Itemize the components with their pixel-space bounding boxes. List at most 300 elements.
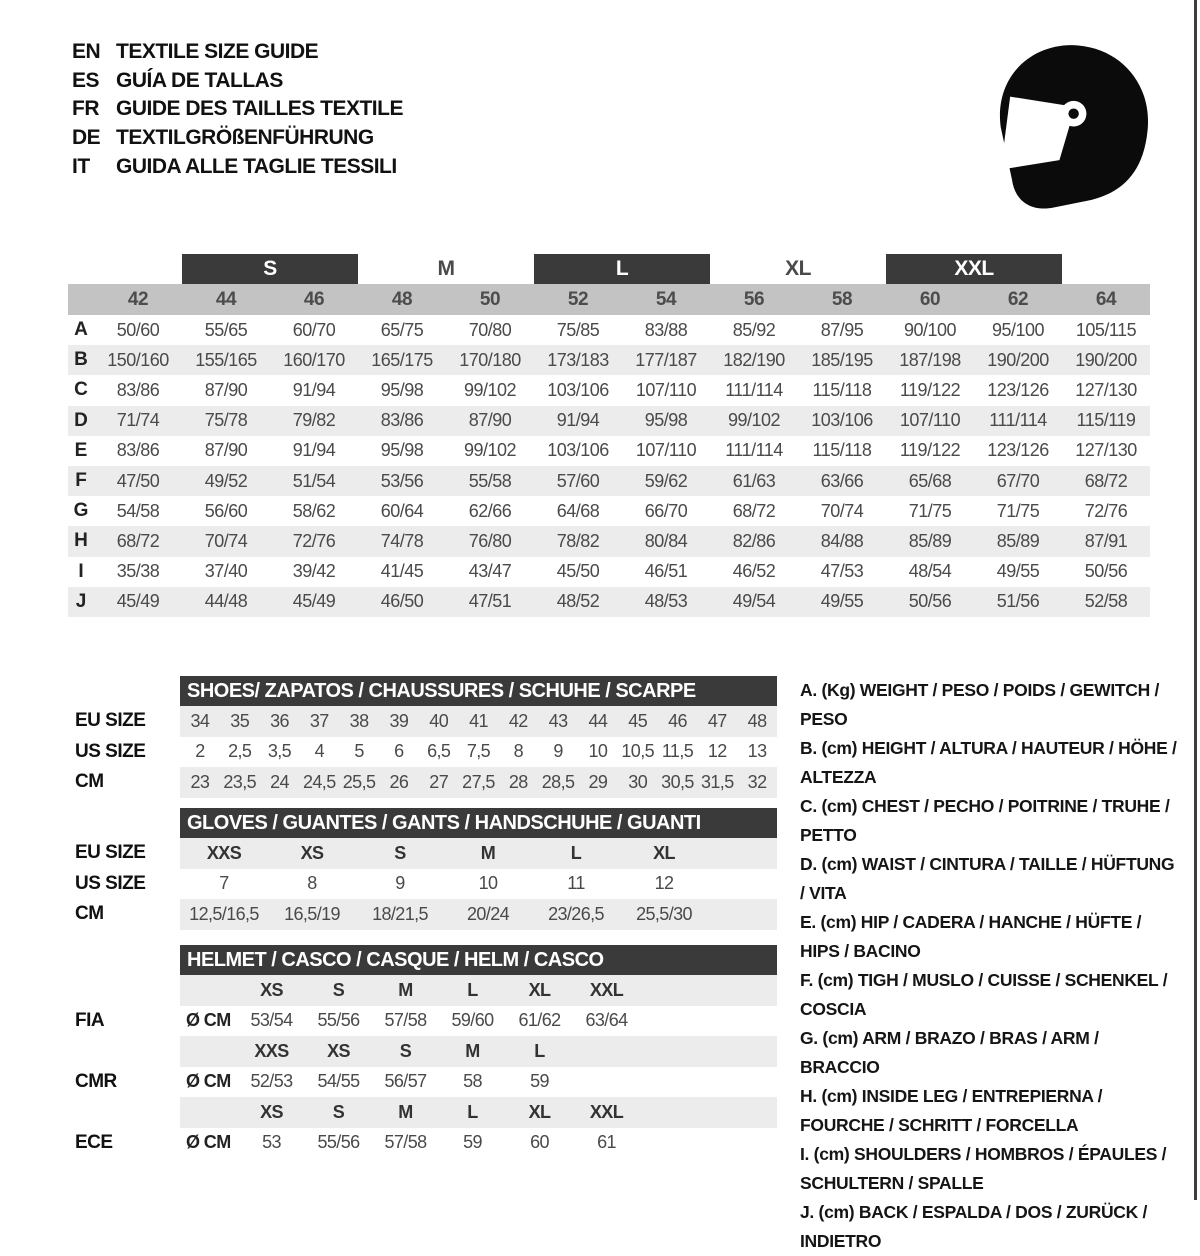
measurement-cell: 54/58 [116,500,160,521]
measurement-cell: 70/74 [820,500,864,521]
measurement-cell: 67/70 [996,470,1040,491]
row-letter: I [78,560,84,582]
helmet-size-cell: L [467,1101,478,1122]
helmet-value-cell: 57/58 [384,1010,427,1031]
legend-item-f: F. (cm) TIGH / MUSLO / CUISSE / SCHENKEL / COSCIA [800,970,1168,1019]
row-letter: D [74,409,88,431]
measurement-cell: 55/65 [204,319,248,340]
measurement-cell: 99/102 [727,410,781,431]
shoes-cell: 31,5 [700,771,734,792]
helmet-table-title: HELMET / CASCO / CASQUE / HELM / CASCO [180,945,777,975]
measurement-cell: 95/98 [380,440,424,461]
helmet-size-cell: L [534,1040,545,1061]
helmet-value-cell: 61/62 [518,1010,561,1031]
title-line-it [72,152,403,181]
helmet-size-cell: XXL [589,979,624,1000]
shoes-cell: 5 [354,741,364,762]
legend-item-b: B. (cm) HEIGHT / ALTURA / HAUTEUR / HÖHE / ALTEZZA [800,738,1177,787]
measurement-cell: 103/106 [811,410,873,431]
shoes-cell: 25,5 [342,771,376,792]
measurement-cell: 47/50 [116,470,160,491]
size-group-xxl: XXL [886,254,1062,284]
measurement-cell: 87/95 [820,319,864,340]
row-letter: G [73,500,89,522]
helmet-size-cell: M [398,979,413,1000]
measurement-cell: 49/55 [996,561,1040,582]
measurement-cell: 60/64 [380,500,424,521]
helmet-size-cell: XS [260,1101,283,1122]
measurement-cell: 115/118 [812,379,872,400]
gloves-band [180,899,777,930]
measurement-cell: 71/74 [116,410,160,431]
measurement-cell: 87/90 [204,379,248,400]
shoes-rows [68,706,780,798]
measurement-cell: 187/198 [899,349,961,370]
measurement-cell: 72/76 [292,530,336,551]
shoes-cell: 30,5 [661,771,694,792]
measurement-cell: 185/195 [811,349,873,370]
shoes-cell: 45 [628,710,648,731]
shoes-cell: 10,5 [621,741,655,762]
measurement-row-b [68,345,1150,375]
measurement-cell: 78/82 [556,530,600,551]
measurement-cell: 46/50 [380,591,424,612]
numeric-size: 42 [127,288,149,310]
measurement-cell: 111/114 [989,410,1047,431]
helmet-size-cell: XXS [254,1040,289,1061]
shoes-cell: 29 [588,771,608,792]
helmet-size-cell [573,1036,640,1067]
measurement-cell: 173/183 [547,349,609,370]
measurement-row-a [68,315,1150,345]
title-line-fr [72,95,403,124]
measurement-cell: 115/118 [812,440,872,461]
numeric-size: 60 [919,288,941,310]
helmet-value-cell: 59 [530,1071,549,1092]
gloves-rows [68,838,780,930]
helmet-value-cell: 55/56 [317,1132,360,1153]
size-group-row [68,254,1150,284]
language-code: FR [72,97,99,121]
row-letter: B [74,349,88,371]
shoes-band [180,706,777,737]
title-text: GUIDA ALLE TAGLIE TESSILI [116,154,397,178]
standard-label: ECE [75,1131,113,1153]
measurement-cell: 71/75 [996,500,1040,521]
measurement-cell: 119/122 [899,379,961,400]
helmet-size-cell: XL [528,979,551,1000]
measurement-cell: 55/58 [468,470,512,491]
measurement-cell: 107/110 [635,440,697,461]
measurement-row-e [68,436,1150,466]
shoes-cell: 46 [668,710,687,731]
helmet-size-cell: XS [260,979,283,1000]
apparel-size-table [68,254,1150,617]
numeric-size-bar [68,284,1150,315]
helmet-value-cell [573,1067,640,1098]
shoes-row [68,767,780,798]
helmet-sizes-row-fia [68,975,780,1006]
helmet-value-cell: 56/57 [384,1071,427,1092]
measurement-cell: 39/42 [292,561,336,582]
helmet-values-band [180,1067,777,1098]
gloves-cell: 7 [219,873,229,894]
helmet-size-cell: M [465,1040,480,1061]
shoes-cell: 28 [508,771,528,792]
shoes-cell: 44 [588,710,608,731]
measurement-row-c [68,375,1150,405]
helmet-size-cell: L [467,979,478,1000]
shoes-cell: 2,5 [228,741,252,762]
row-letter: F [75,470,87,492]
measurement-cell: 56/60 [204,500,248,521]
gloves-band [180,838,777,869]
legend-item-d: D. (cm) WAIST / CINTURA / TAILLE / HÜFTUNG / VITA [800,854,1175,903]
helmet-rows [68,975,780,1158]
shoes-cell: 43 [548,710,568,731]
helmet-icon [972,36,1162,216]
measurement-cell: 111/114 [725,440,783,461]
measurement-cell: 75/85 [556,319,600,340]
shoes-band [180,767,777,798]
legend-item-c: C. (cm) CHEST / PECHO / POITRINE / TRUHE / PETTO [800,796,1170,845]
helmet-value-cell: 63/64 [585,1010,628,1031]
shoes-cell: 28,5 [541,771,575,792]
shoes-cell: 39 [389,710,409,731]
helmet-values-band [180,1128,777,1159]
title-line-de [72,124,403,153]
helmet-value-cell: 59 [463,1132,482,1153]
measurement-cell: 115/119 [1076,410,1136,431]
measurement-cell: 62/66 [468,500,512,521]
measurement-cell: 87/90 [204,440,248,461]
measurement-cell: 68/72 [732,500,776,521]
measurement-cell: 103/106 [547,379,609,400]
measurement-cell: 51/54 [292,470,336,491]
measurement-cell: 60/70 [292,319,336,340]
gloves-table-title: GLOVES / GUANTES / GANTS / HANDSCHUHE / GUANTI [180,808,777,838]
shoes-cell: 37 [309,710,329,731]
shoes-cell: 32 [747,771,767,792]
gloves-cell: 18/21,5 [372,903,428,924]
legend-item-e: E. (cm) HIP / CADERA / HANCHE / HÜFTE / HIPS / BACINO [800,912,1142,961]
numeric-size: 50 [479,288,501,310]
measurement-cell: 47/53 [820,561,864,582]
legend-item-i: I. (cm) SHOULDERS / HOMBROS / ÉPAULES / SCHULTERN / SPALLE [800,1144,1167,1193]
measurement-row-i [68,557,1150,587]
shoes-cell: 6 [394,741,404,762]
measurement-cell: 46/52 [732,561,776,582]
measurement-cell: 53/56 [380,470,424,491]
helmet-value-cell: 60 [530,1132,549,1153]
measurement-cell: 50/60 [116,319,160,340]
diameter-unit-label: Ø CM [186,1132,231,1153]
shoes-cell: 27 [429,771,449,792]
measurement-cell: 95/100 [991,319,1045,340]
shoes-cell: 7,5 [466,741,491,762]
shoes-cell: 34 [190,710,210,731]
gloves-cell: XS [300,842,324,863]
helmet-value-cell: 53/54 [250,1010,293,1031]
gloves-row-label: US SIZE [75,872,146,894]
shoes-row-label: CM [75,771,104,793]
right-edge-line [1194,0,1197,1200]
measurement-cell: 127/130 [1075,379,1137,400]
measurement-cell: 68/72 [1084,470,1128,491]
helmet-size-cell: S [399,1040,412,1061]
helmet-size-cell: S [332,1101,345,1122]
measurement-row-j [68,587,1150,617]
helmet-unit-spacer [180,1036,238,1067]
measurement-cell: 41/45 [380,561,424,582]
shoes-table [68,676,780,798]
measurement-cell: 123/126 [987,440,1049,461]
measurement-cell: 46/51 [644,561,688,582]
measurement-cell: 83/86 [380,410,424,431]
numeric-size: 58 [831,288,853,310]
measurement-cell: 63/66 [820,470,864,491]
helmet-row-label [68,1097,180,1128]
helmet-size-cell: XS [327,1040,350,1061]
shoes-row [68,737,780,768]
helmet-row-label [68,975,180,1006]
row-letter: A [74,319,88,341]
gloves-row-label: CM [75,903,104,925]
numeric-size: 46 [303,288,325,310]
measurement-cell: 48/53 [644,591,688,612]
measurement-cell: 48/54 [908,561,952,582]
shoes-cell: 48 [747,710,767,731]
measurement-cell: 68/72 [116,530,160,551]
shoes-cell: 30 [628,771,648,792]
measurement-cell: 107/110 [635,379,697,400]
shoes-cell: 36 [270,710,289,731]
measurement-cell: 111/114 [725,379,783,400]
numeric-size: 56 [743,288,765,310]
helmet-values-row-cmr [68,1067,780,1098]
measurement-cell: 61/63 [732,470,776,491]
diameter-unit-label: Ø CM [186,1071,231,1092]
helmet-size-cell: M [398,1101,413,1122]
measurement-cell: 82/86 [732,530,776,551]
measurement-cell: 190/200 [987,349,1049,370]
gloves-cell: 12 [654,873,674,894]
measurement-cell: 45/49 [116,591,160,612]
measurement-cell: 127/130 [1075,440,1137,461]
gloves-cell: XXS [206,842,242,863]
helmet-value-cell: 59/60 [451,1010,494,1031]
measurement-cell: 83/86 [116,440,160,461]
helmet-icon-svg [972,36,1162,216]
measurement-cell: 95/98 [644,410,688,431]
numeric-size: 54 [655,288,677,310]
legend-item-a: A. (Kg) WEIGHT / PESO / POIDS / GEWITCH / PESO [800,680,1160,729]
gloves-cell: 11 [567,873,585,894]
title-text: TEXTILGRÖßENFÜHRUNG [116,126,374,150]
group-spacer [68,254,182,284]
measurement-cell: 87/90 [468,410,512,431]
shoes-cell: 12 [707,741,727,762]
size-bar-spacer [68,284,94,315]
helmet-values-row-ece [68,1128,780,1159]
shoes-cell: 6,5 [427,741,451,762]
measurement-cell: 177/187 [635,349,697,370]
shoes-cell: 35 [230,710,250,731]
measurement-cell: 49/54 [732,591,776,612]
shoes-cell: 27,5 [462,771,495,792]
measurement-cell: 50/56 [908,591,952,612]
measurement-cell: 165/175 [371,349,433,370]
shoes-cell: 13 [747,741,767,762]
row-letter: H [74,530,88,552]
title-text: GUIDE DES TAILLES TEXTILE [116,97,403,121]
measurement-cell: 103/106 [547,440,609,461]
row-letter: C [74,379,88,401]
shoes-cell: 23 [190,771,210,792]
measurement-cell: 51/56 [996,591,1040,612]
measurement-cell: 105/115 [1075,319,1137,340]
numeric-size: 52 [567,288,589,310]
helmet-value-cell: 61 [597,1132,616,1153]
shoes-cell: 38 [349,710,369,731]
numeric-size: 44 [215,288,237,310]
helmet-row-label [68,1036,180,1067]
measurement-cell: 71/75 [908,500,952,521]
standard-label: FIA [75,1009,105,1031]
shoes-cell: 10 [588,741,608,762]
shoes-cell: 11,5 [661,741,694,762]
measurement-cell: 47/51 [468,591,512,612]
title-block [72,38,403,181]
measurement-cell: 43/47 [468,561,512,582]
helmet-values-band [180,1006,777,1037]
measurement-cell: 45/49 [292,591,336,612]
gloves-cell: 9 [395,873,405,894]
measurement-cell: 65/68 [908,470,952,491]
gloves-cell: 16,5/19 [284,903,340,924]
measurement-cell: 44/48 [204,591,248,612]
measurement-cell: 85/89 [996,530,1040,551]
size-group-l: L [534,254,710,284]
measurement-legend [800,676,1182,1256]
shoes-cell: 40 [429,710,449,731]
gloves-cell: M [480,842,496,863]
measurement-row-h [68,526,1150,556]
size-group-xl: XL [785,257,811,280]
shoes-table-title: SHOES/ ZAPATOS / CHAUSSURES / SCHUHE / SCARPE [180,676,777,706]
language-code: ES [72,68,100,92]
measurement-cell: 160/170 [283,349,345,370]
measurement-cell: 83/86 [116,379,160,400]
measurement-cell: 150/160 [107,349,169,370]
gloves-cell: 23/26,5 [548,903,604,924]
numeric-size: 62 [1007,288,1029,310]
measurement-row-g [68,496,1150,526]
measurement-cell: 91/94 [556,410,600,431]
helmet-size-cell: XXL [589,1101,624,1122]
measurement-cell: 37/40 [204,561,248,582]
shoes-cell: 23,5 [223,771,257,792]
helmet-size-cell: S [332,979,345,1000]
helmet-unit-spacer [180,975,238,1006]
shoes-cell: 26 [389,771,409,792]
shoes-cell: 4 [314,741,324,762]
measurement-cell: 182/190 [723,349,785,370]
measurement-cell: 74/78 [380,530,424,551]
measurement-cell: 99/102 [463,379,517,400]
row-letter: J [75,590,87,612]
shoes-cell: 9 [553,741,563,762]
measurement-cell: 59/62 [644,470,688,491]
measurement-cell: 91/94 [292,379,336,400]
measurement-cell: 87/91 [1084,530,1128,551]
helmet-sizes-row-cmr [68,1036,780,1067]
diameter-unit-label: Ø CM [186,1010,231,1031]
measurement-cell: 155/165 [195,349,257,370]
gloves-cell: 20/24 [466,903,510,924]
measurement-cell: 95/98 [380,379,424,400]
helmet-value-cell: 52/53 [250,1071,293,1092]
measurement-cell: 107/110 [899,410,961,431]
gloves-cell: L [570,842,582,863]
measurement-row-d [68,406,1150,436]
measurement-cell: 79/82 [292,410,336,431]
measurement-cell: 58/62 [292,500,336,521]
measurement-cell: 72/76 [1084,500,1128,521]
title-line-es [72,67,403,96]
size-group-s: S [182,254,358,284]
measurement-cell: 85/92 [732,319,776,340]
shoes-cell: 47 [707,710,727,731]
helmet-sizes-band [180,1036,777,1067]
legend-item-h: H. (cm) INSIDE LEG / ENTREPIERNA / FOURCHE / SCHRITT / FORCELLA [800,1086,1103,1135]
measurement-cell: 70/80 [468,319,512,340]
title-line-en [72,38,403,67]
helmet-sizes-band [180,1097,777,1128]
language-code: IT [72,154,90,178]
measurement-cell: 64/68 [556,500,600,521]
measurement-cell: 91/94 [292,440,336,461]
gloves-cell: 8 [307,873,317,894]
measurement-cell: 52/58 [1084,591,1128,612]
measurement-cell: 84/88 [820,530,864,551]
measurement-cell: 119/122 [899,440,961,461]
measurement-cell: 45/50 [556,561,600,582]
gloves-cell: 12,5/16,5 [189,903,259,924]
measurement-cell: 123/126 [987,379,1049,400]
measurement-cell: 190/200 [1075,349,1137,370]
measurement-cell: 83/88 [644,319,688,340]
shoes-cell: 42 [508,710,528,731]
measurement-cell: 66/70 [644,500,688,521]
shoes-row [68,706,780,737]
measurement-cell: 70/74 [204,530,248,551]
measurement-cell: 57/60 [556,470,600,491]
gloves-cell: XL [653,842,675,863]
measurement-cell: 99/102 [463,440,517,461]
gloves-table [68,808,780,930]
size-group-m: M [437,257,455,280]
helmet-sizes-row-ece [68,1097,780,1128]
measurement-cell: 80/84 [644,530,688,551]
measurement-cell: 49/55 [820,591,864,612]
gloves-cell: 10 [478,873,498,894]
measurement-row-f [68,466,1150,496]
gloves-cell: S [394,842,406,863]
helmet-value-cell: 54/55 [317,1071,360,1092]
measurement-cell: 75/78 [204,410,248,431]
helmet-values-row-fia [68,1006,780,1037]
